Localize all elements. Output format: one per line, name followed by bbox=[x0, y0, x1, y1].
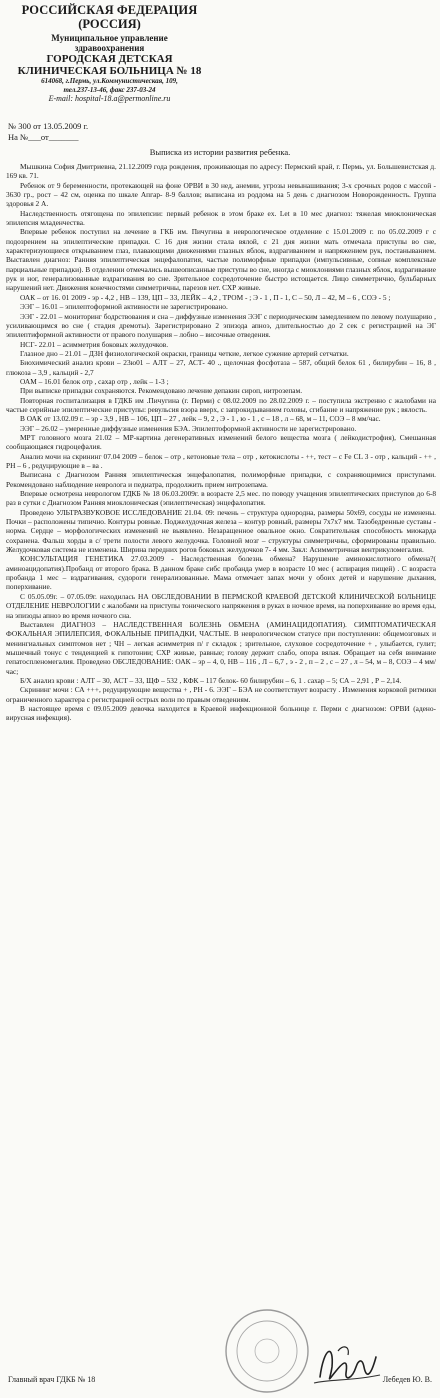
letterhead-country-sub: (РОССИЯ) bbox=[78, 17, 141, 31]
registration-number: № 300 от 13.05.2009 г. bbox=[8, 121, 89, 131]
document-title: Выписка из истории развития ребенка. bbox=[149, 147, 291, 157]
letterhead-email: E-mail: hospital-18.a@permonline.ru bbox=[48, 94, 171, 103]
paragraph: Б/Х анализ крови : АЛТ – 30, АСТ – 33, ЩФ – 532 , КФК – 117 белок- 60 билирубин – 6, 1 . сахар – 5; СА – 2,91 , Р – 2,14. bbox=[20, 675, 402, 685]
paragraph: ОАМ – 16.01 белок отр , сахар отр , лейк – 1-3 ; bbox=[20, 376, 169, 386]
paragraph: В настоящее время с 09.05.2009 девочка находится в Краевой инфекционной больнице г. Перми с диагнозом: ОРВИ (адено- вирусная инфекция). bbox=[6, 703, 436, 723]
paragraph: ЭЭГ - 22.01 – мониторинг бодрствования и сна – диффузные изменения ЭЭГ с периодическим замедлением по левому полушарию , усиливающимся во сне ( стадия дремоты). Зарегистрировано 2 эпизода апноэ, длительностью до 2 сек с регистрацией на ЭГ эпилептиформной активности от правого полушария – лобно – височные отведения. bbox=[6, 311, 436, 340]
document-body bbox=[6, 162, 436, 723]
paragraph: МРТ головного мозга 21.02 – МР-картина дегенеративных изменений белого вещества мозга ( лейкодистрофия), Смешанная сообщающаяся гидроцефалия. bbox=[6, 432, 436, 452]
paragraph: Мышкина София Дмитриевна, 21.12.2009 года рождения, проживающая по адресу: Пермский край, г. Пермь, ул. Большевистская д. 169 кв. 71. bbox=[6, 162, 436, 181]
letterhead-country: РОССИЙСКАЯ ФЕДЕРАЦИЯ bbox=[21, 3, 198, 17]
paragraph: НСГ- 22.01 – асимметрия боковых желудочков. bbox=[20, 339, 169, 349]
letterhead bbox=[7, 4, 212, 104]
paragraph: Проведено УЛЬТРАЗВУКОВОЕ ИССЛЕДОВАНИЕ 21.04. 09: печень – структура однородна, размеры 50х69, сосуды не изменены. Почки – расположены типично. Контуры ровные. Поджелудочная железа – контур ровный, размеры 7х7х7 мм. Тазобедренные суставы - норма. Сердце – морфологических изменений не выявлено. Незаращенное овальное окно. Сократительная способность миокарда сохранена. Фальш хорды в с/ трети полости левого желудочка. Головной мозг – структуры симметричны, сформированы правильно. Желудочковая система не изменена. Ширина передних рогов боковых желудочков 7- 4 мм. Закл: Асимметричная вентрикуломегалия. bbox=[6, 507, 436, 555]
paragraph: Скрининг мочи : СА +++, редуцирующие вещества + , РН - 6. ЭЭГ – БЭА не соответствует возрасту . Изменения корковой ритмики ограниченного характера с регистрацией острых волн по правым отведениям. bbox=[6, 685, 436, 704]
paragraph: В ОАК от 13.02.09 г. – эр - 3,9 , НВ – 106, ЦП – 27 , лейк – 9, 2 , Э - 1 , ю - 1 , с – 18 , л – 68, м – 11, СОЭ – 8 мм/час. bbox=[20, 414, 381, 424]
letterhead-org-type-2: здравоохранения bbox=[74, 43, 145, 53]
paragraph: КОНСУЛЬТАЦИЯ ГЕНЕТИКА 27.03.2009 - Наследственная болезнь обмена? Нарушение аминокислотного обмена?( аминоацидопатия).Пробанд от второго брака. В данном браке сибс пробанда умер в возрасте 10 мес ( аспирация пищей) . С возраста пробанда 1 мес – вздрагивания, судороги генерализованные. Мама отмечает запах мочи у обоих детей и нарушение дыхания, поперхивание. bbox=[6, 554, 436, 592]
paragraph: ЭЭГ – 16.01 – эпилептоформной активности не зарегистрировано. bbox=[20, 302, 228, 312]
footer-signatory: Лебедев Ю. В. bbox=[382, 1375, 432, 1384]
letterhead-hospital-1: ГОРОДСКАЯ ДЕТСКАЯ bbox=[46, 53, 173, 65]
paragraph: Наследственность отягощена по эпилепсии: первый ребенок в этом браке ex. Let в 10 мес диагноз: тяжелая миоклоническая эпилепсия младенчества. bbox=[6, 208, 436, 228]
reference-number: На №___от_______ bbox=[8, 132, 79, 142]
paragraph: Глазное дно – 21.01 – ДЗН физиологической окраски, границы четкие, легкое сужение артерий сетчатки. bbox=[20, 348, 349, 358]
footer-position: Главный врач ГДКБ № 18 bbox=[8, 1375, 96, 1384]
paragraph: Впервые осмотрена неврологом ГДКБ № 18 06.03.2009г. в возрасте 2,5 мес. по поводу учащения эпилептических приступов до 6-8 раз в сутки с Диагнозом Ранняя миоклоническая (эпилептическая) энцефалопатия. bbox=[6, 489, 436, 508]
paragraph: Выставлен ДИАГНОЗ – НАСЛЕДСТВЕННАЯ БОЛЕЗНЬ ОБМЕНА (АМИНАЦИДОПАТИЯ). СИМПТОМАТИЧЕСКАЯ ФОКАЛЬНАЯ ЭПИЛЕПСИЯ, ФОКАЛЬНЫЕ ПРИПАДКИ, ЧАСТЫЕ. В неврологическом статусе при поступлении: общемозговых и менингиальных симптомов нет ; ЧН – легкая асимметрия п/ г складок ; зрительное, слуховое сосредоточение + , улыбается, гулит; мышечный тонус с тенденцией к гипотонии; СХР живые, равные; голову держит слабо, опора вялая. Обращает на себя внимание гепатоспленомегалия. Проведено ОБСЛЕДОВАНИЕ: ОАК – эр – 4, 0, НВ – 116 , Л – 6,7 , э - 2 , п – 2 , с – 27 , л – 54, м – 8, СОЭ – 4 мм/час; bbox=[6, 619, 436, 676]
paragraph: Анализ мочи на скрининг 07.04 2009 – белок – отр , кетоновые тела – отр , кетокислоты - ++, тест – с Fe CL 3 - отр , кальций - ++ , РН – 6 , редуцирующие в – ва . bbox=[6, 451, 436, 470]
hospital-stamp bbox=[223, 1307, 311, 1395]
paragraph: Повторная госпитализация в ГДКБ им .Пичугина (г. Перми) с 08.02.2009 по 28.02.2009 г. – поступила экстренно с жалобами на частые серийные эпилептические приступы: ревульсия взора вверх, с запрокидыванием головы, сгибание и напряжение рук ; вялость. bbox=[6, 395, 436, 414]
signature bbox=[312, 1337, 382, 1389]
paragraph: При выписке припадки сохраняются. Рекомендовано лечение депакин сироп, нитрозепам. bbox=[20, 386, 303, 396]
paragraph: Выписана с Диагнозом Ранняя эпилептическая энцефалопатия, полиморфные припадки, с сохраняющимися приступами. Рекомендовано наблюдение невролога и педиатра, продолжить прием нитрозепама. bbox=[6, 470, 436, 489]
letterhead-address-1: 614068, г.Пермь, ул.Коммунистическая, 109, bbox=[41, 77, 178, 85]
letterhead-address-2: тел.237-13-46, факс 237-03-24 bbox=[63, 85, 156, 94]
letterhead-org-type-1: Муниципальное управление bbox=[51, 33, 168, 43]
paragraph: ОАК – от 16. 01 2009 - эр - 4,2 , НВ – 139, ЦП – 33, ЛЕЙК – 4,2 , ТРОМ - ; Э - 1 , П - 1, С – 50, Л – 42, М – 6 , СОЭ - 5 ; bbox=[20, 292, 391, 302]
letterhead-hospital-2: КЛИНИЧЕСКАЯ БОЛЬНИЦА № 18 bbox=[17, 65, 202, 77]
paragraph: Впервые ребенок поступил на лечение в ГКБ им. Пичугина в неврологическое отделение с 15.01.2009 г. по 05.02.2009 г с подозрением на эпилептические припадки. С 16 дня жизни стала вялой, с 21 дня жизни мать отмечала приступы во сне, характеризующиеся открыванием глаз, плавающими движениями глазных яблок, вздрагиванием и напряжением рук, постаныванием. Выставлен диагноз: Ранняя эпилептическая энцефалопатия, частые полиморфные припадки (импульсивные, сопные комплексные парциальные припадки). В отделении отмечались вышеописанные приступы во сне, иногда с миоклониями глазных яблок, вздрагивание рук и ног, генерализованные вздрагивания во сне. Зрительное сосредоточение быстро истощается. Лицо симметрично, бульбарных нарушений нет. Движения конечностями симметричны, парезов нет. СХР живые. bbox=[6, 227, 436, 293]
paragraph: Ребенок от 9 беременности, протекающей на фоне ОРВИ в 30 нед, анемии, угрозы невынашивания; 3-х срочных родов с массой - 3630 гр., рост – 42 см, оценка по шкале Апгар- 8-9 баллов; выписана из роддома на 5 день с диагнозом Новорожденность. Группа здоровья 2 А. bbox=[6, 180, 436, 209]
paragraph: С 05.05.09г. – 07.05.09г. находилась НА ОБСЛЕДОВАНИИ В ПЕРМСКОЙ КРАЕВОЙ ДЕТСКОЙ КЛИНИЧЕСКОЙ БОЛЬНИЦЕ ОТДЕЛЕНИЕ НЕВРОЛОГИИ с жалобами на приступы тонического напряжения в руках в ночное время, на поперхивание во время еды, на эпизоды апноэ во время ночного сна. bbox=[6, 591, 436, 620]
paragraph: Биохимический анализ крови – 23ю01 – АЛТ – 27, АСТ- 40 ., щелочная фосфотаза – 587, общий белок 61 , билирубин – 16, 8 , глюкоза – 3,9 , кальций - 2,7 bbox=[6, 358, 436, 377]
paragraph: ЭЭГ – 26.02 – умеренные диффузные изменения БЭА. Эпилептоформной активности не зарегистрировано. bbox=[20, 423, 357, 433]
